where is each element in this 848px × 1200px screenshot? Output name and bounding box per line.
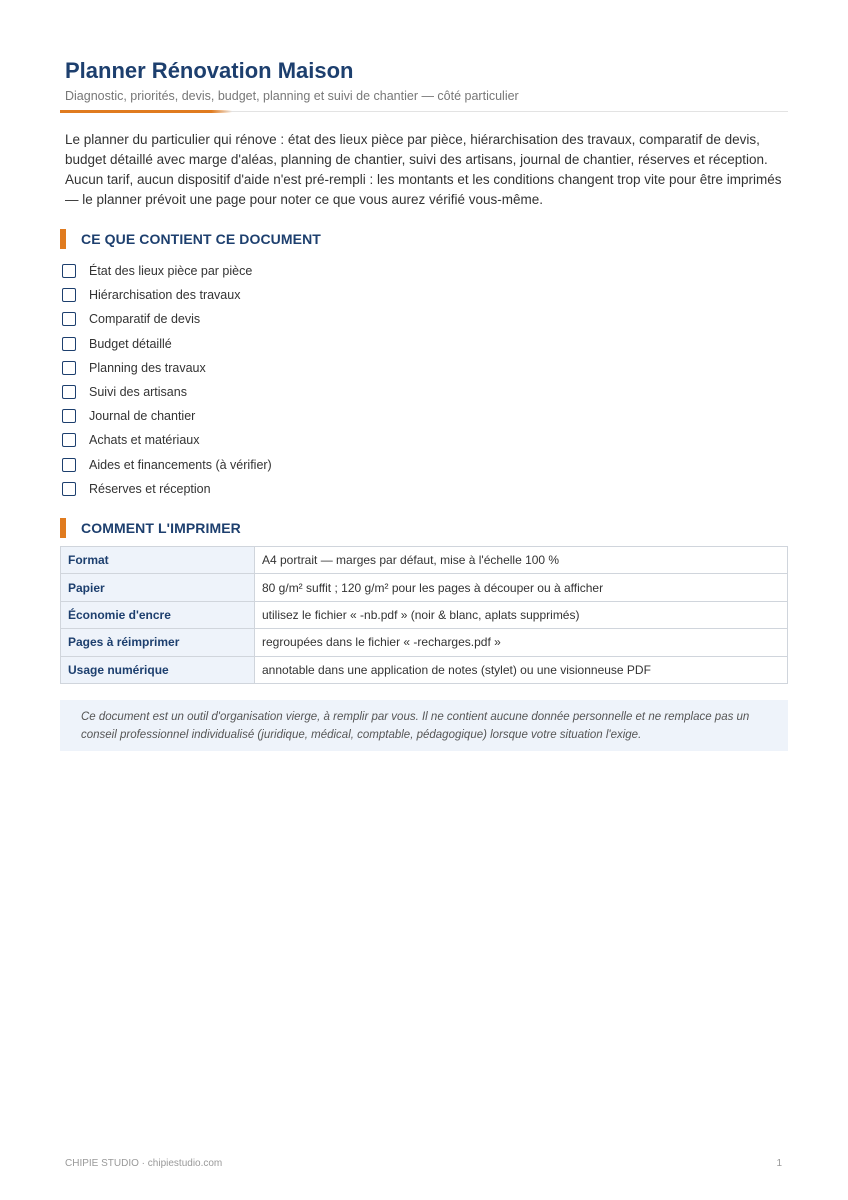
checklist-item (62, 380, 272, 404)
row-value: A4 portrait — marges par défaut, mise à l'échelle 100 % (255, 547, 788, 574)
contents-section-header (60, 229, 321, 249)
checklist-item-label: Comparatif de devis (89, 312, 201, 327)
table-row (61, 656, 788, 683)
table-row (61, 574, 788, 601)
row-key: Pages à réimprimer (61, 629, 255, 656)
header-accent-rule (60, 110, 232, 113)
checklist-item-label: Journal de chantier (89, 409, 196, 424)
row-value: regroupées dans le fichier « -recharges.pdf » (255, 629, 788, 656)
row-value: 80 g/m² suffit ; 120 g/m² pour les pages à découper ou à afficher (255, 574, 788, 601)
checklist-item (62, 404, 272, 428)
checklist-item-label: Hiérarchisation des travaux (89, 288, 241, 303)
footer-page-number: 1 (776, 1158, 782, 1169)
checklist-item (62, 307, 272, 331)
row-key: Format (61, 547, 255, 574)
checkbox[interactable] (62, 361, 76, 375)
checkbox[interactable] (62, 264, 76, 278)
checklist-item (62, 283, 272, 307)
footer-brand: CHIPIE STUDIO · chipiestudio.com (65, 1158, 223, 1169)
checklist-item (62, 259, 272, 283)
section-accent-bar (60, 518, 66, 538)
checkbox[interactable] (62, 312, 76, 326)
row-value: utilisez le fichier « -nb.pdf » (noir & blanc, aplats supprimés) (255, 601, 788, 628)
checklist-item (62, 477, 272, 501)
checklist-item-label: Budget détaillé (89, 336, 172, 351)
checklist-item (62, 428, 272, 452)
checkbox[interactable] (62, 433, 76, 447)
checklist-item-label: Planning des travaux (89, 360, 206, 375)
page-title: Planner Rénovation Maison (65, 58, 354, 83)
checkbox[interactable] (62, 288, 76, 302)
checklist-item-label: Achats et matériaux (89, 433, 200, 448)
checklist-item-label: État des lieux pièce par pièce (89, 264, 253, 279)
contents-checklist (62, 259, 272, 501)
page-subtitle: Diagnostic, priorités, devis, budget, planning et suivi de chantier — côté particulier (65, 89, 519, 103)
checklist-item-label: Aides et financements (à vérifier) (89, 457, 272, 472)
table-row (61, 547, 788, 574)
row-key: Usage numérique (61, 656, 255, 683)
print-section-header (60, 518, 241, 538)
checkbox[interactable] (62, 409, 76, 423)
checklist-item-label: Suivi des artisans (89, 385, 187, 400)
checklist-item (62, 332, 272, 356)
print-settings-table (60, 546, 788, 684)
checkbox[interactable] (62, 385, 76, 399)
checklist-item-label: Réserves et réception (89, 481, 211, 496)
checkbox[interactable] (62, 458, 76, 472)
disclaimer-note: Ce document est un outil d'organisation vierge, à remplir par vous. Il ne contient aucune donnée personnelle et ne remplace pas un conseil professionnel individualisé (juridique, médical, comptable, pédagogique) lorsque votre situation l'exige. (60, 700, 788, 751)
checklist-item (62, 453, 272, 477)
table-row (61, 601, 788, 628)
intro-paragraph: Le planner du particulier qui rénove : état des lieux pièce par pièce, hiérarchisation des travaux, comparatif de devis, budget détaillé avec marge d'aléas, planning de chantier, suivi des artisans, journal de chantier, réserves et réception. Aucun tarif, aucun dispositif d'aide n'est pré-rempli : les montants et les conditions changent trop vite pour être imprimés — le planner prévoit une page pour noter ce que vous aurez vérifié vous-même. (65, 132, 782, 207)
checkbox[interactable] (62, 482, 76, 496)
print-section-title: COMMENT L'IMPRIMER (81, 520, 241, 536)
checklist-item (62, 356, 272, 380)
row-key: Papier (61, 574, 255, 601)
section-accent-bar (60, 229, 66, 249)
checkbox[interactable] (62, 337, 76, 351)
row-value: annotable dans une application de notes (stylet) ou une visionneuse PDF (255, 656, 788, 683)
table-row (61, 629, 788, 656)
contents-section-title: CE QUE CONTIENT CE DOCUMENT (81, 231, 321, 247)
row-key: Économie d'encre (61, 601, 255, 628)
